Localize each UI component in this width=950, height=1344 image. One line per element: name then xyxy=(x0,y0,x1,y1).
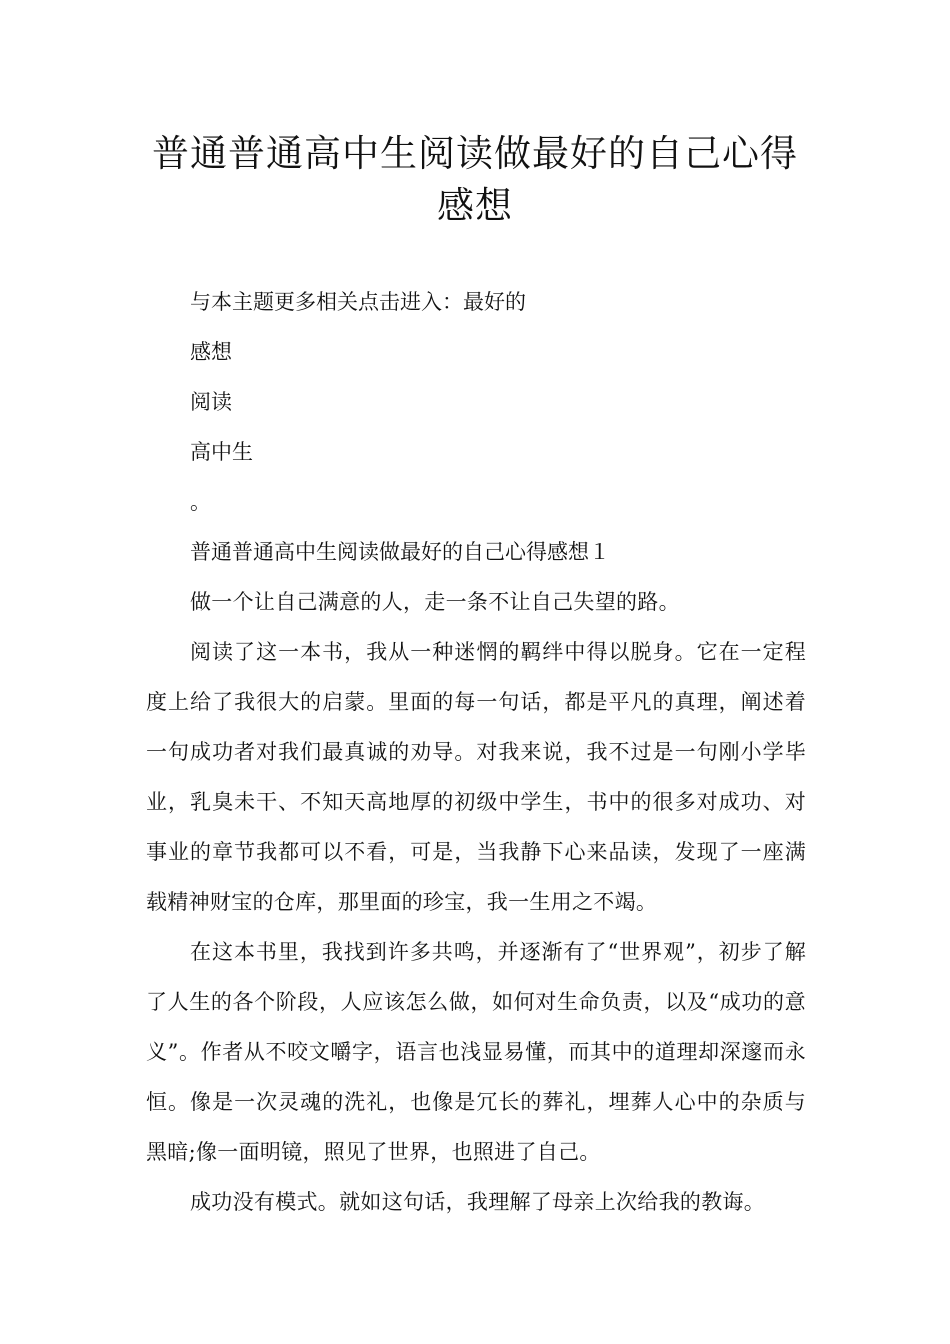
related-tag-link[interactable]: 阅读 xyxy=(190,390,232,414)
related-tag-link[interactable]: 高中生 xyxy=(190,440,253,464)
title-line-1: 普通普通高中生阅读做最好的自己心得 xyxy=(152,132,798,175)
paragraph: 在这本书里，我找到许多共鸣，并逐渐有了“世界观”，初步了解了人生的各个阶段，人应该怎么做，如何对生命负责，以及“成功的意义”。作者从不咬文嚼字，语言也浅显易懂，而其中的道理却深邃而永恒。像是一次灵魂的洗礼，也像是冗长的葬礼，埋葬人心中的杂质与黑暗;像一面明镜，照见了世界，也照进了自己。 xyxy=(146,940,806,1164)
title-line-2: 感想 xyxy=(437,184,513,227)
paragraph: 阅读了这一本书，我从一种迷惘的羁绊中得以脱身。它在一定程度上给了我很大的启蒙。里面的每一句话，都是平凡的真理，阐述着一句成功者对我们最真诚的劝导。对我来说，我不过是一句刚小学毕业，乳臭未干、不知天高地厚的初级中学生，书中的很多对成功、对事业的章节我都可以不看，可是，当我静下心来品读，发现了一座满载精神财宝的仓库，那里面的珍宝，我一生用之不竭。 xyxy=(146,640,806,914)
related-tag-link[interactable]: 感想 xyxy=(190,340,232,364)
section-heading: 普通普通高中生阅读做最好的自己心得感想１ xyxy=(190,540,610,564)
related-tags-end: 。 xyxy=(190,490,211,514)
document-body xyxy=(146,277,806,1227)
paragraph: 成功没有模式。就如这句话，我理解了母亲上次给我的教诲。 xyxy=(190,1190,766,1214)
related-topics-intro: 与本主题更多相关点击进入：最好的 xyxy=(190,290,526,314)
paragraph: 做一个让自己满意的人，走一条不让自己失望的路。 xyxy=(190,590,680,614)
document-title xyxy=(130,128,820,232)
